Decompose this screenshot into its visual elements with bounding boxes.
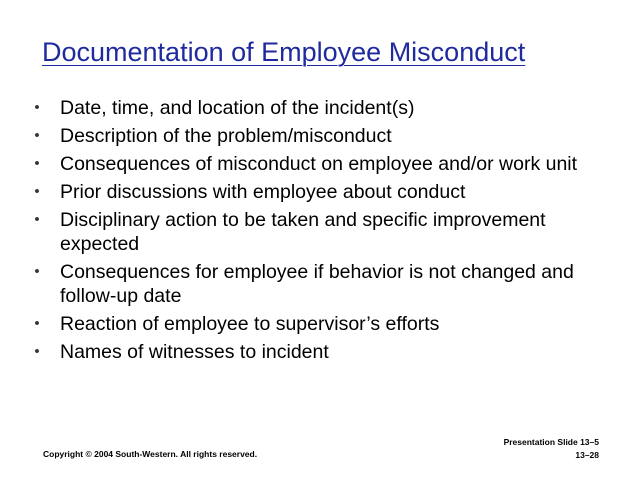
bullet-text: Date, time, and location of the incident(s): [60, 97, 415, 119]
slide-title: Documentation of Employee Misconduct: [42, 37, 526, 67]
bullet-text: Names of witnesses to incident: [60, 341, 329, 363]
page-number: 13–28: [575, 450, 599, 460]
bullet-text: Prior discussions with employee about conduct: [60, 181, 466, 203]
bullet-item: [28, 260, 608, 308]
bullet-text: Description of the problem/misconduct: [60, 125, 392, 147]
bullet-dot-icon: •: [34, 211, 40, 228]
bullet-item: [28, 96, 608, 120]
bullet-item: [28, 180, 608, 204]
bullet-text: Disciplinary action to be taken and specific improvement expected: [60, 209, 546, 255]
bullet-dot-icon: •: [34, 343, 40, 360]
bullet-dot-icon: •: [34, 183, 40, 200]
bullet-dot-icon: •: [34, 315, 40, 332]
bullet-dot-icon: •: [34, 263, 40, 280]
bullet-list: [28, 96, 608, 368]
bullet-item: [28, 312, 608, 336]
bullet-item: [28, 152, 608, 176]
bullet-item: [28, 208, 608, 256]
bullet-text: Consequences for employee if behavior is not changed and follow-up date: [60, 261, 574, 307]
bullet-dot-icon: •: [34, 155, 40, 172]
bullet-text: Reaction of employee to supervisor’s efforts: [60, 313, 440, 335]
presentation-slide-label: Presentation Slide 13–5: [503, 437, 599, 447]
bullet-item: [28, 340, 608, 364]
bullet-text: Consequences of misconduct on employee and/or work unit: [60, 153, 578, 175]
slide-reference: [504, 436, 599, 462]
bullet-item: [28, 124, 608, 148]
bullet-dot-icon: •: [34, 127, 40, 144]
bullet-dot-icon: •: [34, 99, 40, 116]
copyright-notice: Copyright © 2004 South-Western. All rights reserved.: [43, 449, 258, 459]
